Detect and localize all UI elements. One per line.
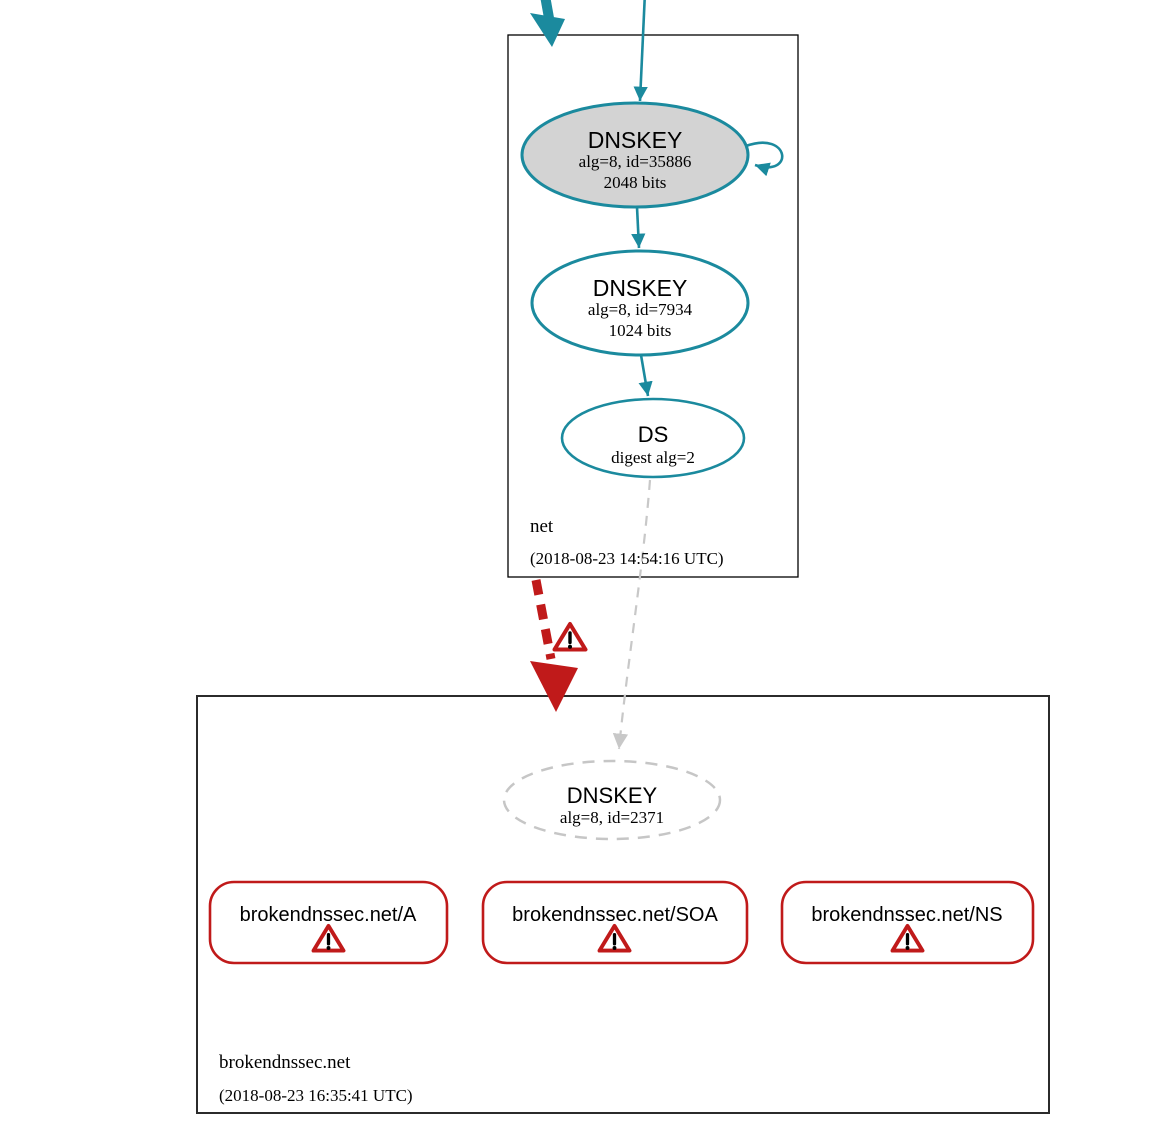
zone-timestamp-brokendnssec-net: (2018-08-23 16:35:41 UTC) [219, 1086, 413, 1105]
rrset-label-a: brokendnssec.net/A [239, 904, 417, 926]
ds-meta: digest alg=2 [611, 448, 695, 467]
dnskey-2371-title: DNSKEY [566, 783, 658, 808]
dnskey-35886-bits: 2048 bits [603, 173, 667, 192]
rrset-label-ns: brokendnssec.net/NS [811, 904, 1003, 926]
ds-title: DS [637, 422, 669, 447]
rrset-label-soa: brokendnssec.net/SOA [512, 904, 718, 926]
dnskey-7934-bits: 1024 bits [608, 321, 672, 340]
dnskey-35886-meta: alg=8, id=35886 [578, 152, 692, 171]
edge-incoming-thick-shaft [544, 0, 549, 18]
zone-timestamp-net: (2018-08-23 14:54:16 UTC) [530, 549, 724, 568]
zone-label-brokendnssec-net: brokendnssec.net [219, 1052, 351, 1073]
dnskey-7934-title: DNSKEY [592, 275, 688, 301]
dnskey-2371-meta: alg=8, id=2371 [559, 808, 665, 827]
dnskey-35886-title: DNSKEY [587, 127, 683, 153]
warning-icon [555, 624, 586, 650]
edge-bogus-delegation-shaft [536, 580, 551, 659]
dnskey-7934-meta: alg=8, id=7934 [587, 300, 693, 319]
zone-label-net: net [530, 516, 554, 537]
